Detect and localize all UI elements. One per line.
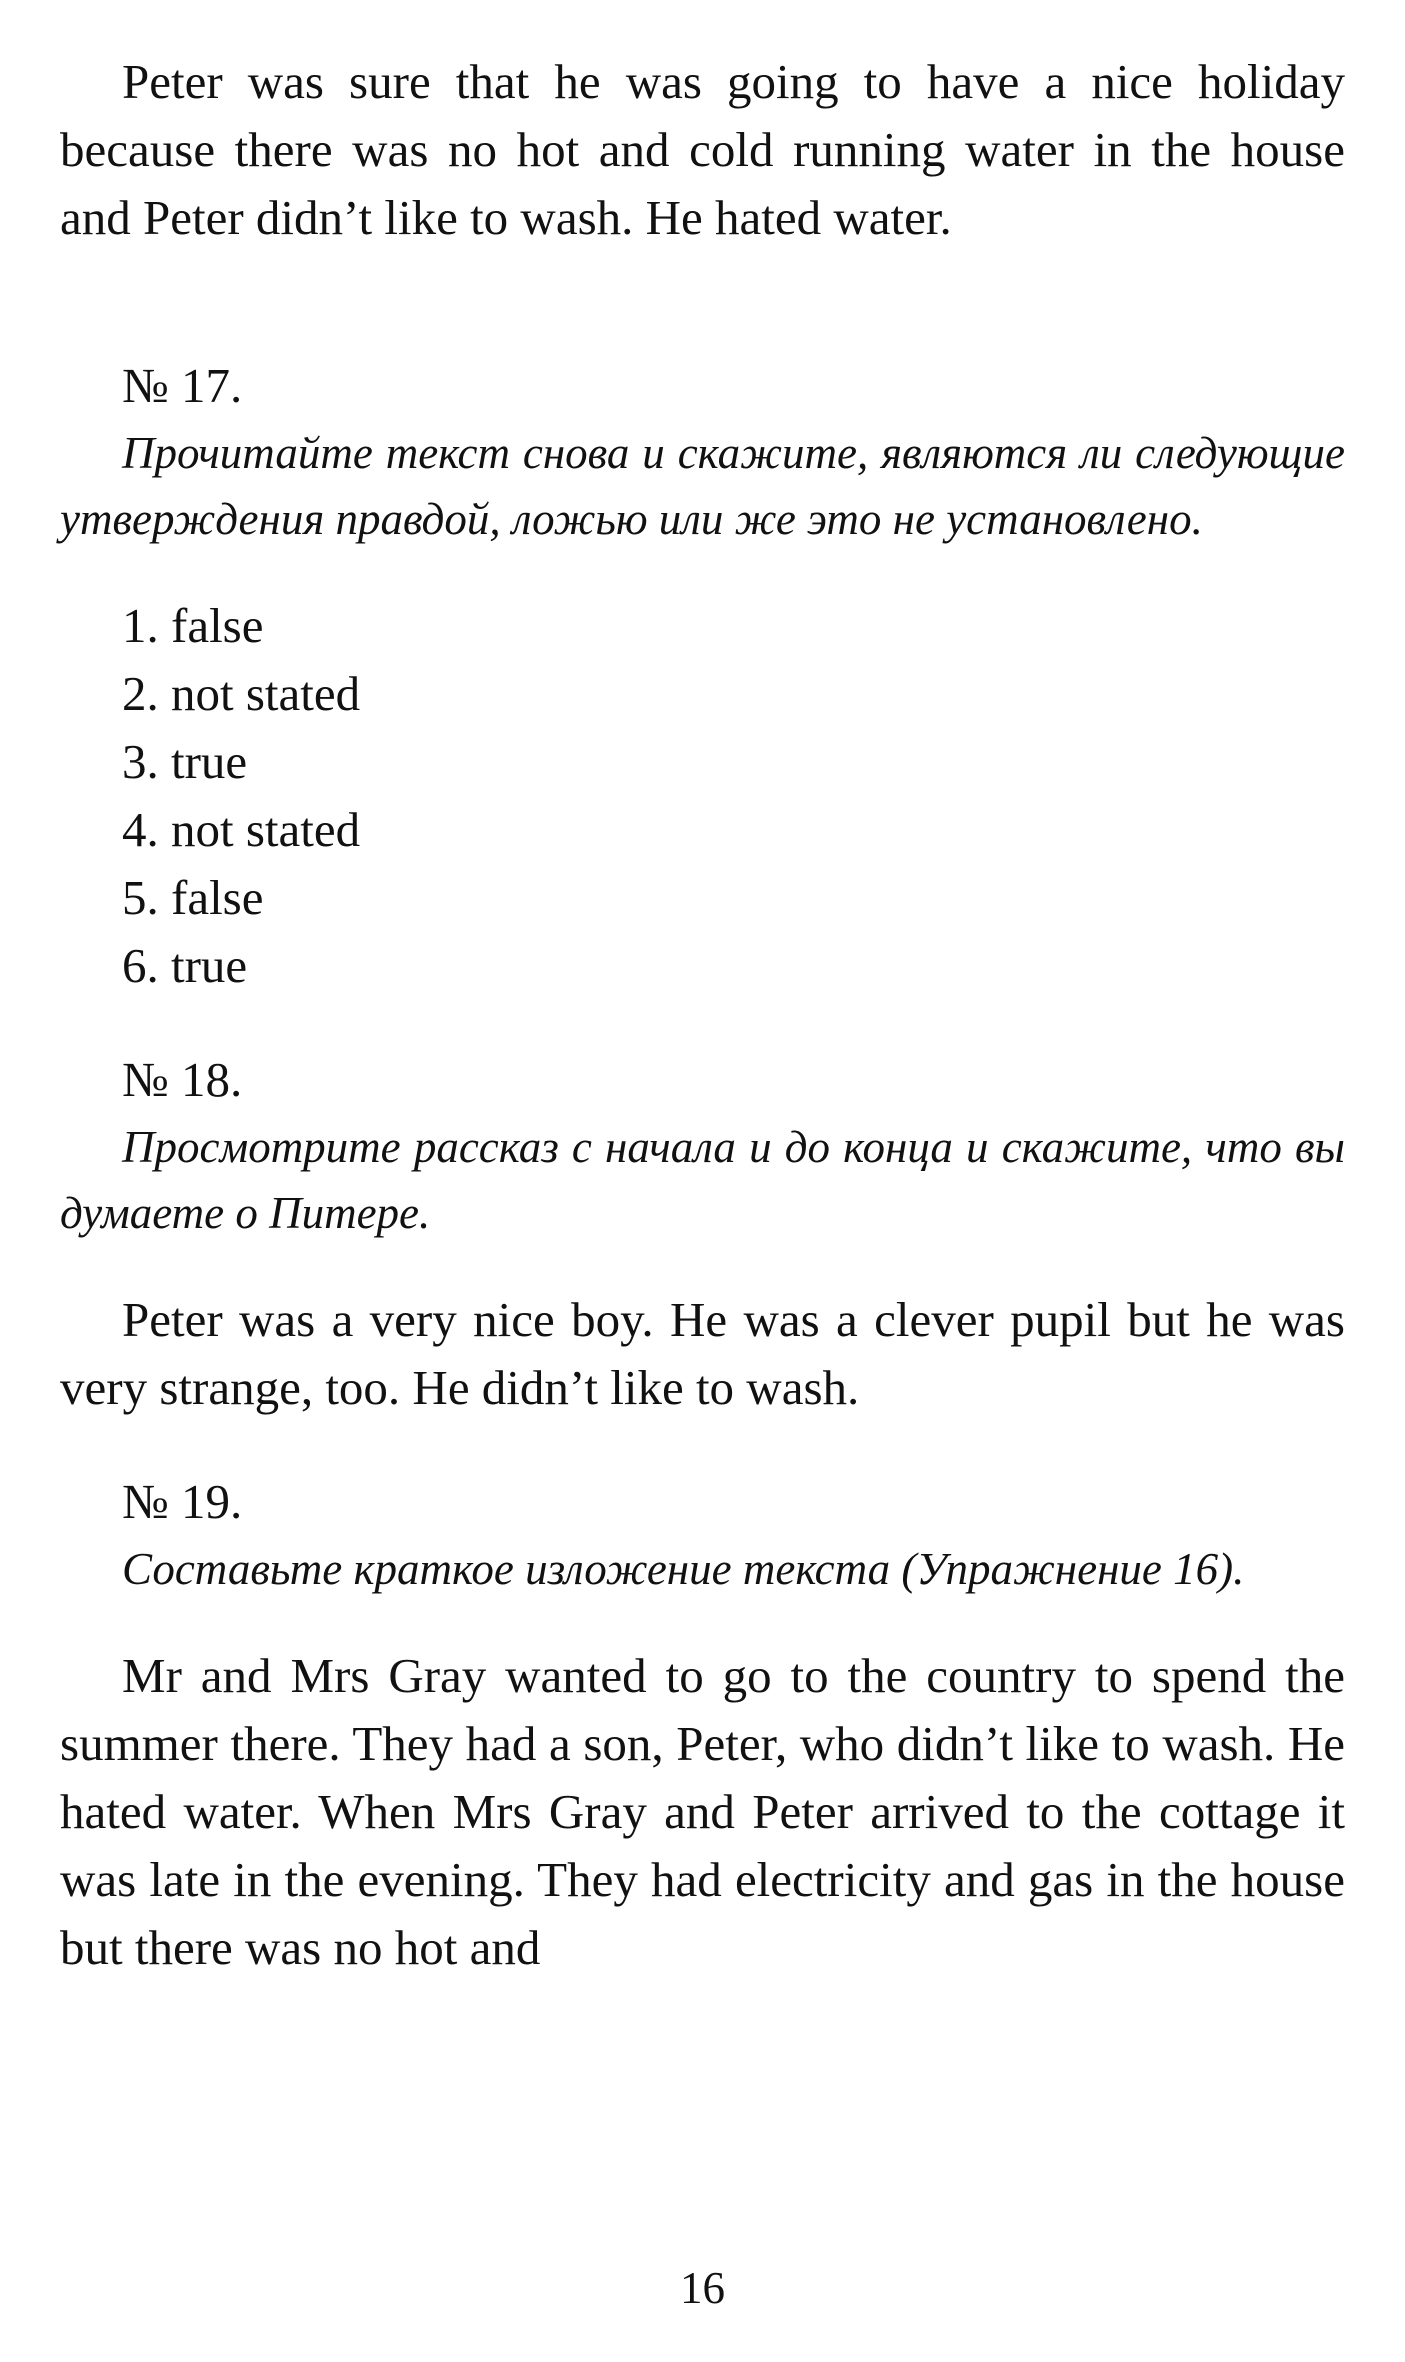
page-number: 16 — [680, 2263, 725, 2313]
intro-paragraph: Peter was sure that he was going to have a nice holiday because there was no hot and cold running water in the house and Peter didn’t like to wash. He hated water. — [60, 54, 1345, 245]
answer-item: 2. not stated — [122, 666, 361, 721]
exercise-18-number: № 18. — [122, 1052, 243, 1107]
answer-item: 6. true — [122, 938, 248, 993]
exercise-19-answer: Mr and Mrs Gray wanted to go to the country to spend the summer there. They had a son, Peter, who didn’t like to wash. He hated water. When Mrs Gray and Peter arrived to the cottage it was late in the evening. They had electricity and gas in the house but there was no hot and — [60, 1648, 1345, 1975]
page-content — [60, 40, 1345, 1982]
answer-item: 5. false — [122, 870, 264, 925]
exercise-18-answer: Peter was a very nice boy. He was a clever pupil but he was very strange, too. He didn’t like to wash. — [60, 1292, 1345, 1415]
answer-item: 4. not stated — [122, 802, 361, 857]
answer-item: 3. true — [122, 734, 248, 789]
exercise-17-number: № 17. — [122, 358, 243, 413]
exercise-18-instruction: Просмотрите рассказ с начала и до конца и скажите, что вы думаете о Питере. — [60, 1122, 1345, 1238]
exercise-19-number: № 19. — [122, 1474, 243, 1529]
exercise-17-instruction: Прочитайте текст снова и скажите, являются ли следующие утверждения правдой, ложью или же это не установлено. — [60, 428, 1345, 544]
exercise-19-instruction: Составьте краткое изложение текста (Упражнение 16). — [122, 1544, 1245, 1594]
exercise-17-answers — [60, 592, 1345, 1000]
answer-item: 1. false — [122, 598, 264, 653]
